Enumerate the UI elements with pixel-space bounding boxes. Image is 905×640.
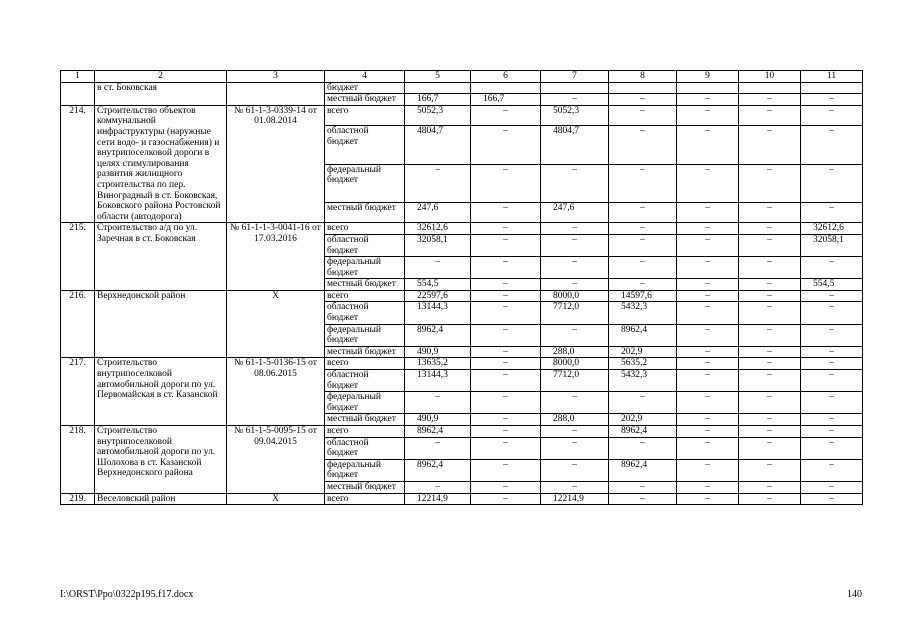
amount-cell: – [471, 493, 541, 505]
row-number: 219. [61, 493, 95, 505]
amount-cell: – [739, 493, 801, 505]
amount-cell: – [471, 392, 541, 414]
amount-cell: 166,7 [471, 94, 541, 106]
amount-cell: – [677, 414, 739, 426]
amount-cell: 8962,4 [405, 459, 471, 481]
object-name: в ст. Боковская [95, 82, 227, 105]
amount-cell: – [609, 392, 677, 414]
col-header: 1 [61, 71, 95, 83]
table-row [61, 105, 863, 125]
funding-source: областной бюджет [325, 370, 405, 392]
funding-source: федеральный бюджет [325, 164, 405, 203]
amount-cell: – [739, 459, 801, 481]
col-header: 11 [801, 71, 863, 83]
amount-cell: – [677, 437, 739, 459]
amount-cell: – [739, 125, 801, 164]
amount-cell: – [471, 481, 541, 493]
amount-cell: 166,7 [405, 94, 471, 106]
row-number: 214. [61, 105, 95, 223]
amount-cell: 247,6 [405, 203, 471, 223]
amount-cell: – [739, 414, 801, 426]
amount-cell: – [739, 279, 801, 291]
amount-cell: – [739, 223, 801, 235]
amount-cell: 5052,3 [541, 105, 609, 125]
amount-cell: – [471, 257, 541, 279]
amount-cell: 247,6 [541, 203, 609, 223]
amount-cell: – [541, 392, 609, 414]
funding-source: бюджет [325, 82, 405, 94]
amount-cell: 8962,4 [405, 426, 471, 438]
amount-cell: 490,9 [405, 346, 471, 358]
amount-cell: – [541, 459, 609, 481]
amount-cell: – [739, 481, 801, 493]
amount-cell: 5635,2 [609, 358, 677, 370]
funding-source: местный бюджет [325, 346, 405, 358]
amount-cell: – [677, 234, 739, 256]
amount-cell: 8000,0 [541, 358, 609, 370]
amount-cell: 13635,2 [405, 358, 471, 370]
funding-source: местный бюджет [325, 481, 405, 493]
budget-table [60, 70, 863, 505]
amount-cell: – [609, 279, 677, 291]
amount-cell: – [739, 203, 801, 223]
col-header: 6 [471, 71, 541, 83]
funding-source: областной бюджет [325, 302, 405, 324]
amount-cell: 4804,7 [541, 125, 609, 164]
amount-cell: – [739, 290, 801, 302]
object-name: Строительство а/д по ул. Заречная в ст. Боковская [95, 223, 227, 291]
amount-cell: – [609, 257, 677, 279]
document-number: № 61-1-5-0095-15 от 09.04.2015 [227, 426, 325, 494]
funding-source: всего [325, 426, 405, 438]
amount-cell: – [541, 426, 609, 438]
amount-cell: – [801, 370, 863, 392]
amount-cell: – [541, 324, 609, 346]
amount-cell: – [677, 358, 739, 370]
amount-cell: 7712,0 [541, 302, 609, 324]
amount-cell: – [541, 94, 609, 106]
col-header: 5 [405, 71, 471, 83]
funding-source: федеральный бюджет [325, 392, 405, 414]
amount-cell: – [609, 94, 677, 106]
amount-cell: – [609, 164, 677, 203]
document-number: № 61-1-3-0339-14 от 01.08.2014 [227, 105, 325, 223]
amount-cell: – [609, 125, 677, 164]
row-number: 217. [61, 358, 95, 426]
funding-source: областной бюджет [325, 125, 405, 164]
amount-cell: – [801, 346, 863, 358]
amount-cell: – [471, 414, 541, 426]
object-name: Строительство внутрипоселковой автомобильной дороги по ул. Первомайская в ст. Казанской [95, 358, 227, 426]
amount-cell: – [471, 324, 541, 346]
amount-cell: – [739, 324, 801, 346]
amount-cell: – [801, 94, 863, 106]
amount-cell: – [541, 481, 609, 493]
amount-cell: – [677, 203, 739, 223]
amount-cell: 5432,3 [609, 302, 677, 324]
funding-source: местный бюджет [325, 414, 405, 426]
amount-cell: 8962,4 [609, 426, 677, 438]
amount-cell: – [541, 257, 609, 279]
amount-cell: – [471, 125, 541, 164]
amount-cell: – [471, 346, 541, 358]
amount-cell: – [739, 358, 801, 370]
amount-cell: – [677, 105, 739, 125]
funding-source: федеральный бюджет [325, 459, 405, 481]
amount-cell: – [739, 392, 801, 414]
amount-cell: – [677, 125, 739, 164]
funding-source: местный бюджет [325, 203, 405, 223]
amount-cell: 490,9 [405, 414, 471, 426]
amount-cell: – [471, 437, 541, 459]
table-row [61, 358, 863, 370]
amount-cell [541, 82, 609, 94]
funding-source: местный бюджет [325, 94, 405, 106]
object-name: Верхнедонской район [95, 290, 227, 358]
funding-source: всего [325, 358, 405, 370]
amount-cell: 14597,6 [609, 290, 677, 302]
amount-cell [405, 82, 471, 94]
amount-cell: – [677, 94, 739, 106]
amount-cell: – [677, 346, 739, 358]
amount-cell: – [677, 290, 739, 302]
amount-cell: – [471, 370, 541, 392]
amount-cell: – [801, 459, 863, 481]
funding-source: областной бюджет [325, 437, 405, 459]
amount-cell: – [801, 324, 863, 346]
amount-cell: – [471, 279, 541, 291]
funding-source: федеральный бюджет [325, 257, 405, 279]
col-header: 10 [739, 71, 801, 83]
amount-cell: – [609, 105, 677, 125]
amount-cell: – [677, 164, 739, 203]
amount-cell: 13144,3 [405, 370, 471, 392]
row-number: 216. [61, 290, 95, 358]
funding-source: всего [325, 223, 405, 235]
document-number: Х [227, 290, 325, 358]
amount-cell: – [739, 164, 801, 203]
amount-cell: 288,0 [541, 414, 609, 426]
col-header: 8 [609, 71, 677, 83]
amount-cell: – [801, 414, 863, 426]
amount-cell: – [471, 426, 541, 438]
amount-cell: – [801, 358, 863, 370]
amount-cell: – [677, 493, 739, 505]
amount-cell: – [739, 234, 801, 256]
amount-cell: – [609, 203, 677, 223]
amount-cell [677, 82, 739, 94]
amount-cell: 5432,3 [609, 370, 677, 392]
amount-cell: – [677, 370, 739, 392]
amount-cell: – [405, 481, 471, 493]
funding-source: всего [325, 105, 405, 125]
amount-cell: – [471, 234, 541, 256]
amount-cell: – [677, 426, 739, 438]
amount-cell: – [739, 370, 801, 392]
amount-cell: 22597,6 [405, 290, 471, 302]
amount-cell: – [471, 302, 541, 324]
document-number [227, 82, 325, 105]
amount-cell [739, 82, 801, 94]
file-path: I:\ORST\Ppo\0322p195.f17.docx [60, 589, 194, 600]
amount-cell: 288,0 [541, 346, 609, 358]
amount-cell: 13144,3 [405, 302, 471, 324]
amount-cell: 202,9 [609, 346, 677, 358]
amount-cell: – [739, 94, 801, 106]
amount-cell: – [471, 223, 541, 235]
amount-cell: 8000,0 [541, 290, 609, 302]
amount-cell: – [677, 257, 739, 279]
amount-cell: 554,5 [801, 279, 863, 291]
document-number: № 61-1-1-3-0041-16 от 17.03.2016 [227, 223, 325, 291]
table-body [61, 71, 863, 505]
amount-cell: – [541, 234, 609, 256]
amount-cell: 32058,1 [405, 234, 471, 256]
amount-cell: – [677, 392, 739, 414]
row-number: 218. [61, 426, 95, 494]
object-name: Строительство внутрипоселковой автомобильной дороги по ул. Шолохова в ст. Казанской Верхнедонского района [95, 426, 227, 494]
amount-cell: – [471, 459, 541, 481]
amount-cell: – [677, 302, 739, 324]
table-row [61, 290, 863, 302]
amount-cell: – [801, 203, 863, 223]
amount-cell: – [541, 279, 609, 291]
amount-cell [801, 82, 863, 94]
funding-source: всего [325, 493, 405, 505]
amount-cell: – [801, 257, 863, 279]
amount-cell: – [739, 346, 801, 358]
amount-cell: – [609, 481, 677, 493]
col-header: 4 [325, 71, 405, 83]
amount-cell: – [739, 257, 801, 279]
amount-cell: – [801, 437, 863, 459]
amount-cell: – [801, 493, 863, 505]
object-name: Строительство объектов коммунальной инфраструктуры (наружные сети водо- и газоснабжения) и внутрипоселковой дороги в целях стимулирования развития жилищного строительства по пер. Виноградный в ст. Боковская, Боковского района Ростовской области (автодорога) [95, 105, 227, 223]
amount-cell: 8962,4 [405, 324, 471, 346]
document-number: Х [227, 493, 325, 505]
amount-cell: – [677, 279, 739, 291]
row-number [61, 82, 95, 105]
col-header: 7 [541, 71, 609, 83]
amount-cell: – [609, 234, 677, 256]
amount-cell: – [405, 164, 471, 203]
amount-cell: 8962,4 [609, 324, 677, 346]
amount-cell: 4804,7 [405, 125, 471, 164]
amount-cell: – [405, 392, 471, 414]
amount-cell: – [677, 324, 739, 346]
amount-cell: – [801, 290, 863, 302]
amount-cell: – [739, 437, 801, 459]
amount-cell: 12214,9 [541, 493, 609, 505]
amount-cell: – [471, 358, 541, 370]
table-row [61, 426, 863, 438]
amount-cell: 12214,9 [405, 493, 471, 505]
amount-cell: 5052,3 [405, 105, 471, 125]
amount-cell: 202,9 [609, 414, 677, 426]
amount-cell: – [739, 302, 801, 324]
amount-cell: 32058,1 [801, 234, 863, 256]
funding-source: местный бюджет [325, 279, 405, 291]
amount-cell: – [471, 290, 541, 302]
page-number: 140 [847, 589, 862, 600]
header-row [61, 71, 863, 83]
row-number: 215. [61, 223, 95, 291]
amount-cell: – [801, 105, 863, 125]
amount-cell: – [609, 493, 677, 505]
amount-cell: – [609, 223, 677, 235]
table-row [61, 82, 863, 94]
amount-cell [609, 82, 677, 94]
funding-source: областной бюджет [325, 234, 405, 256]
amount-cell: – [541, 437, 609, 459]
amount-cell: – [801, 302, 863, 324]
amount-cell: – [801, 426, 863, 438]
table-row [61, 493, 863, 505]
amount-cell: 32612,6 [405, 223, 471, 235]
col-header: 3 [227, 71, 325, 83]
amount-cell: – [471, 164, 541, 203]
amount-cell: – [677, 481, 739, 493]
funding-source: федеральный бюджет [325, 324, 405, 346]
amount-cell: 554,5 [405, 279, 471, 291]
amount-cell: 8962,4 [609, 459, 677, 481]
col-header: 2 [95, 71, 227, 83]
amount-cell: – [609, 437, 677, 459]
amount-cell: – [801, 481, 863, 493]
amount-cell: – [801, 125, 863, 164]
table-row [61, 223, 863, 235]
amount-cell: – [405, 437, 471, 459]
amount-cell: 32612,6 [801, 223, 863, 235]
document-number: № 61-1-5-0136-15 от 08.06.2015 [227, 358, 325, 426]
amount-cell [471, 82, 541, 94]
amount-cell: – [739, 426, 801, 438]
amount-cell: – [541, 164, 609, 203]
amount-cell: – [471, 203, 541, 223]
amount-cell: – [541, 223, 609, 235]
amount-cell: – [739, 105, 801, 125]
object-name: Веселовский район [95, 493, 227, 505]
amount-cell: 7712,0 [541, 370, 609, 392]
amount-cell: – [405, 257, 471, 279]
amount-cell: – [677, 459, 739, 481]
amount-cell: – [801, 164, 863, 203]
amount-cell: – [801, 392, 863, 414]
amount-cell: – [677, 223, 739, 235]
col-header: 9 [677, 71, 739, 83]
funding-source: всего [325, 290, 405, 302]
amount-cell: – [471, 105, 541, 125]
